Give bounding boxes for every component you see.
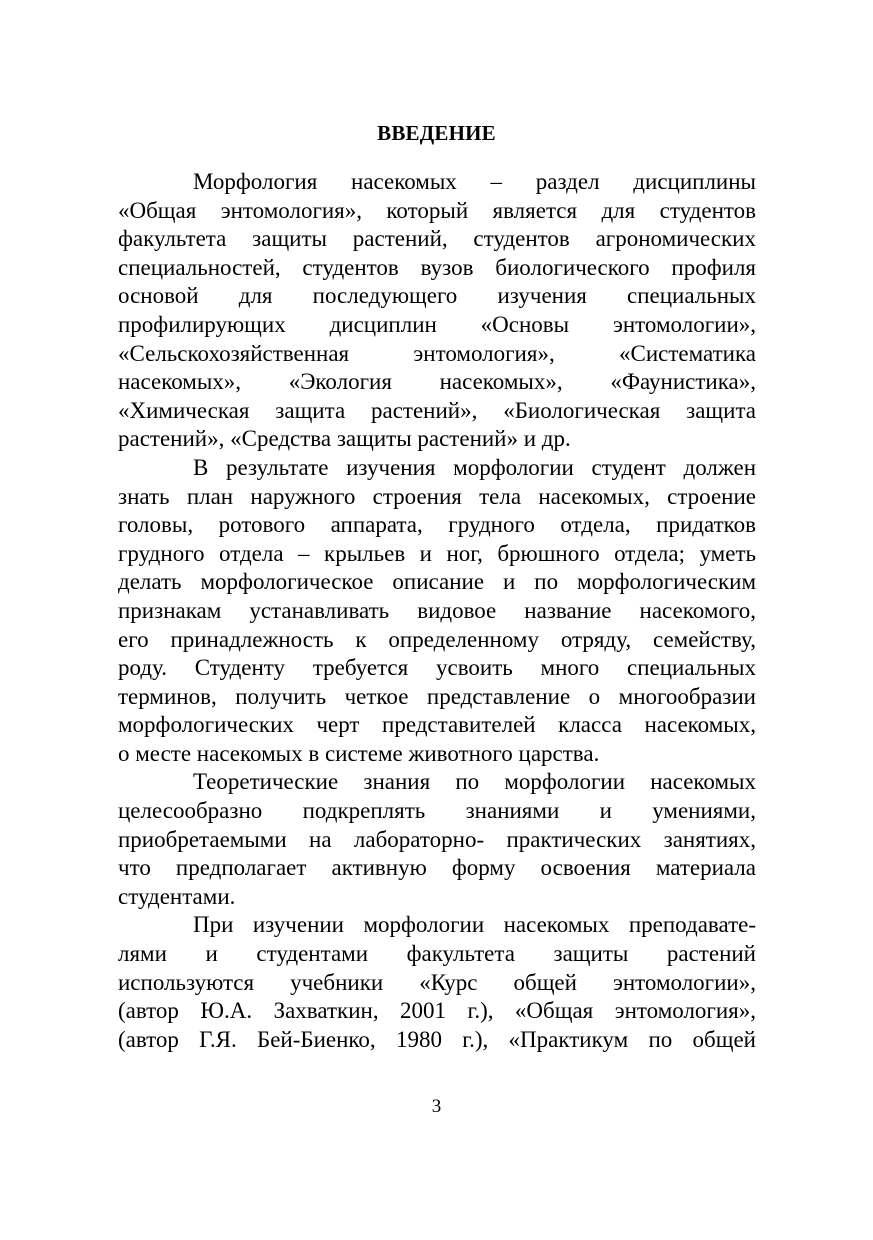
text-line: лями и студентами факультета защиты растений <box>118 941 756 967</box>
text-line: что предполагает активную форму освоения материала <box>118 855 756 881</box>
text-line: головы, ротового аппарата, грудного отдела, придатков <box>118 512 756 538</box>
text-line: роду. Студенту требуется усвоить много специальных <box>118 655 756 681</box>
text-line: «Общая энтомология», который является для студентов <box>118 197 756 223</box>
text-line: специальностей, студентов вузов биологического профиля <box>118 254 756 280</box>
text-line: о месте насекомых в системе животного царства. <box>118 740 600 766</box>
text-line: При изучении морфологии насекомых преподавате- <box>193 912 756 938</box>
text-line: Теоретические знания по морфологии насекомых <box>193 769 756 795</box>
text-line: студентами. <box>118 883 236 909</box>
text-line: основой для последующего изучения специальных <box>118 283 756 309</box>
text-line: грудного отдела – крыльев и ног, брюшного отдела; уметь <box>118 540 756 566</box>
text-line: целесообразно подкреплять знаниями и умениями, <box>118 798 756 824</box>
text-line: знать план наружного строения тела насекомых, строение <box>118 483 756 509</box>
text-line: факультета защиты растений, студентов агрономических <box>118 226 756 252</box>
text-line: его принадлежность к определенному отряду, семейству, <box>118 626 756 652</box>
text-line: «Сельскохозяйственная энтомология», «Систематика <box>118 340 756 366</box>
text-line: терминов, получить четкое представление о многообразии <box>118 683 756 709</box>
text-line: В результате изучения морфологии студент должен <box>193 454 756 480</box>
text-line: «Химическая защита растений», «Биологическая защита <box>118 397 756 423</box>
text-line: растений», «Средства защиты растений» и др. <box>118 426 571 452</box>
text-line: Морфология насекомых – раздел дисциплины <box>193 169 756 194</box>
text-line: приобретаемыми на лабораторно- практических занятиях, <box>118 826 756 852</box>
text-line: признакам устанавливать видовое название насекомого, <box>118 597 756 623</box>
text-line: делать морфологическое описание и по морфологическим <box>118 569 756 595</box>
page-number: 3 <box>431 1096 442 1117</box>
text-line: используются учебники «Курс общей энтомологии», <box>118 969 756 995</box>
body-text <box>118 168 756 1054</box>
text-line: (автор Г.Я. Бей-Биенко, 1980 г.), «Практикум по общей <box>118 1026 756 1052</box>
page-title: ВВЕДЕНИЕ <box>377 121 496 145</box>
text-line: (автор Ю.А. Захваткин, 2001 г.), «Общая энтомология», <box>118 998 756 1024</box>
text-line: профилирующих дисциплин «Основы энтомологии», <box>118 311 756 337</box>
text-line: насекомых», «Экология насекомых», «Фаунистика», <box>118 369 756 395</box>
text-line: морфологических черт представителей класса насекомых, <box>118 712 756 738</box>
